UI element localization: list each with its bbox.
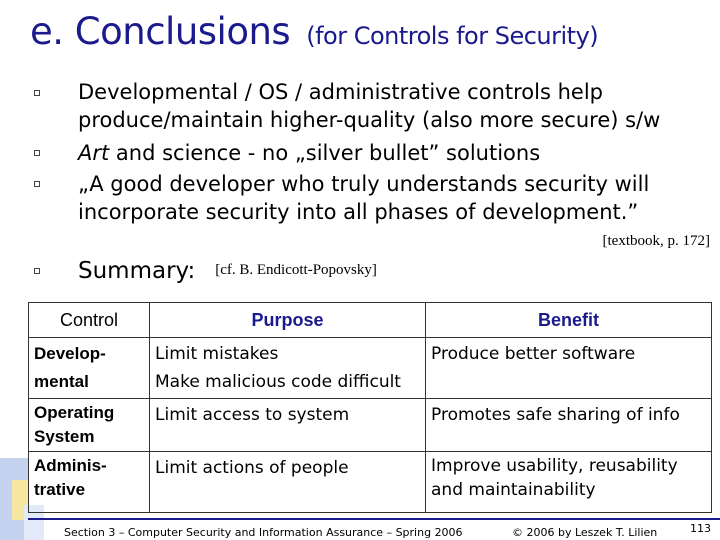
citation: [textbook, p. 172] [602, 233, 710, 249]
bullet-icon [34, 181, 40, 187]
purpose-cell [150, 338, 426, 399]
purpose-cell [150, 452, 426, 513]
benefit-cell [426, 338, 712, 399]
benefit-cell [426, 452, 712, 513]
bullet-1-line-1: Developmental / OS / administrative controls help [78, 80, 603, 104]
bullet-icon [34, 90, 40, 96]
control-text: System [34, 427, 95, 446]
benefit-text: and maintainability [431, 480, 596, 500]
bullet-3-line-2: incorporate security into all phases of development.” [78, 200, 639, 224]
footer-rule [28, 518, 720, 520]
table-row [29, 452, 712, 513]
purpose-text: Limit access to system [155, 405, 350, 425]
page-number: 113 [690, 522, 711, 535]
footer-course: Section 3 – Computer Security and Information Assurance – Spring 2006 [64, 526, 463, 539]
control-text: trative [34, 480, 86, 499]
control-cell [29, 399, 150, 452]
control-text: Operating [34, 403, 115, 422]
purpose-text: Limit mistakes [155, 344, 279, 364]
controls-table [28, 302, 712, 513]
benefit-cell [426, 399, 712, 452]
bullet-icon [34, 150, 40, 156]
title-sub: (for Controls for Security) [306, 22, 599, 50]
bullet-2-text: and science - no „silver bullet” solutions [109, 141, 541, 165]
bullet-icon [34, 268, 40, 274]
footer-copyright: © 2006 by Leszek T. Lilien [512, 526, 658, 539]
benefit-text: Produce better software [431, 344, 636, 364]
control-text: Adminis- [34, 456, 107, 475]
table-row [29, 338, 712, 399]
control-text: Develop- [34, 344, 106, 363]
header-benefit: Benefit [426, 303, 712, 338]
header-purpose: Purpose [150, 303, 426, 338]
bullet-2-emphasis: Art [78, 141, 110, 165]
bullet-1 [78, 78, 660, 134]
summary-label: Summary: [78, 258, 196, 284]
header-control: Control [29, 303, 150, 338]
benefit-text: Improve usability, reusability [431, 456, 678, 476]
control-text: mental [34, 372, 89, 391]
summary-source: [cf. B. Endicott-Popovsky] [215, 262, 377, 278]
summary [78, 258, 377, 284]
slide-title [30, 10, 598, 53]
bullet-3-line-1: „A good developer who truly understands security will [78, 172, 650, 196]
control-cell [29, 452, 150, 513]
benefit-text: Promotes safe sharing of info [431, 405, 680, 425]
footer [0, 522, 720, 540]
bullet-1-line-2: produce/maintain higher-quality (also more secure) s/w [78, 108, 661, 132]
bullet-2 [78, 139, 540, 168]
bullet-3 [78, 170, 649, 226]
purpose-text: Make malicious code difficult [155, 372, 401, 392]
purpose-text: Limit actions of people [155, 458, 349, 478]
control-cell [29, 338, 150, 399]
table-row [29, 399, 712, 452]
table-header-row [29, 303, 712, 338]
purpose-cell [150, 399, 426, 452]
title-main: e. Conclusions [30, 10, 291, 53]
